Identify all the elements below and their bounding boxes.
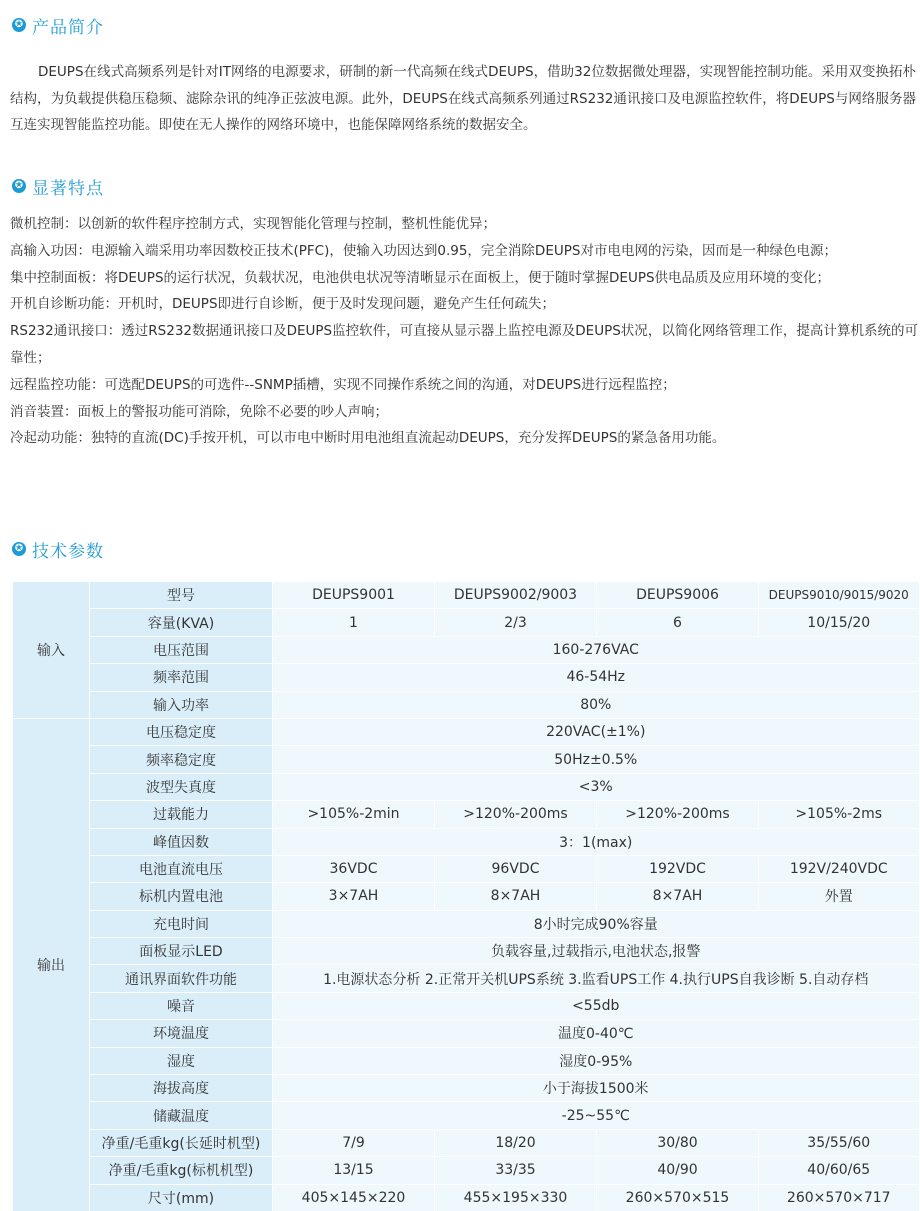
param-label: 尺寸(mm) (90, 1184, 273, 1211)
param-value: 1 (273, 609, 435, 636)
param-value: 80% (273, 691, 919, 718)
spec-row (13, 1047, 919, 1074)
spec-row (13, 855, 919, 882)
star-icon: ✪ (12, 179, 26, 193)
param-label: 充电时间 (90, 910, 273, 937)
param-value: 260×570×717 (759, 1184, 919, 1211)
spec-row (13, 992, 919, 1019)
spec-row (13, 965, 919, 992)
param-value: 160-276VAC (273, 636, 919, 663)
param-value: DEUPS9001 (273, 582, 435, 609)
param-value: 36VDC (273, 855, 435, 882)
spec-row (13, 582, 919, 609)
param-value: 220VAC(±1%) (273, 718, 919, 745)
param-value: 负载容量,过载指示,电池状态,报警 (273, 938, 919, 965)
param-value: DEUPS9002/9003 (435, 582, 597, 609)
feature-item: 冷起动功能：独特的直流(DC)手按开机，可以市电中断时用电池组直流起动DEUPS，充分发挥DEUPS的紧急备用功能。 (10, 430, 726, 447)
group-label-input: 输入 (13, 582, 90, 719)
param-value: 外置 (759, 883, 919, 910)
param-value: 6 (597, 609, 759, 636)
param-value: 33/35 (435, 1157, 597, 1184)
spec-row (13, 636, 919, 663)
param-value: 30/80 (597, 1129, 759, 1156)
param-value: >105%-2min (273, 801, 435, 828)
param-value: 10/15/20 (759, 609, 919, 636)
spec-row (13, 883, 919, 910)
feature-item: 微机控制：以创新的软件程序控制方式，实现智能化管理与控制，整机性能优异； (10, 216, 496, 232)
spec-row (13, 1075, 919, 1102)
star-icon: ✪ (12, 542, 26, 556)
param-label: 容量(KVA) (90, 609, 273, 636)
feature-item: 开机自诊断功能：开机时，DEUPS即进行自诊断，便于及时发现问题，避免产生任何疏失； (10, 296, 556, 313)
param-value: 50Hz±0.5% (273, 746, 919, 773)
group-label-output: 输出 (13, 718, 90, 1211)
feature-item: 集中控制面板：将DEUPS的运行状况，负载状况，电池供电状况等清晰显示在面板上，便于随时掌握DEUPS供电品质及应用环境的变化； (10, 269, 831, 286)
section-heading-specs (12, 536, 104, 562)
param-value: <55db (273, 992, 919, 1019)
param-value: <3% (273, 773, 919, 800)
spec-table (12, 581, 919, 1211)
section-heading-intro (12, 12, 104, 38)
param-value: >105%-2ms (759, 801, 919, 828)
param-value: 8×7AH (597, 883, 759, 910)
param-label: 面板显示LED (90, 938, 273, 965)
param-value: 40/90 (597, 1157, 759, 1184)
param-value: >120%-200ms (435, 801, 597, 828)
param-value: 8×7AH (435, 883, 597, 910)
spec-row (13, 664, 919, 691)
feature-item: 消音装置：面板上的警报功能可消除，免除不必要的吵人声响； (10, 403, 388, 420)
param-value: DEUPS9010/9015/9020 (759, 582, 919, 609)
spec-row (13, 910, 919, 937)
feature-item: 高输入功因：电源输入端采用功率因数校正技术(PFC)，使输入功因达到0.95，完全消除DEUPS对市电电网的污染，因而是一种绿色电源； (10, 242, 837, 259)
param-value: 7/9 (273, 1129, 435, 1156)
spec-row (13, 746, 919, 773)
param-label: 标机内置电池 (90, 883, 273, 910)
section-title: 产品简介 (32, 17, 104, 38)
param-label: 输入功率 (90, 691, 273, 718)
spec-row (13, 1102, 919, 1129)
param-label: 电压范围 (90, 636, 273, 663)
param-label: 净重/毛重kg(标机机型) (90, 1157, 273, 1184)
param-value: 96VDC (435, 855, 597, 882)
param-value: 小于海拔1500米 (273, 1075, 919, 1102)
section-title: 显著特点 (32, 178, 104, 199)
param-label: 过载能力 (90, 801, 273, 828)
param-label: 频率稳定度 (90, 746, 273, 773)
feature-item: 远程监控功能：可选配DEUPS的可选件--SNMP插槽，实现不同操作系统之间的沟通，对DEUPS进行远程监控； (10, 376, 676, 393)
param-label: 型号 (90, 582, 273, 609)
spec-row (13, 828, 919, 855)
param-value: 湿度0-95% (273, 1047, 919, 1074)
spec-row (13, 938, 919, 965)
param-value: 温度0-40℃ (273, 1020, 919, 1047)
param-value: 192V/240VDC (759, 855, 919, 882)
param-label: 频率范围 (90, 664, 273, 691)
spec-row (13, 718, 919, 745)
spec-row (13, 1184, 919, 1211)
param-value: >120%-200ms (597, 801, 759, 828)
param-value: DEUPS9006 (597, 582, 759, 609)
param-value: 40/60/65 (759, 1157, 919, 1184)
intro-paragraph: DEUPS在线式高频系列是针对IT网络的电源要求，研制的新一代高频在线式DEUPS，借助32位数据微处理器，实现智能控制功能。采用双变换拓朴结构，为负载提供稳压稳频、滤除杂讯的纯净正弦波电源。此外，DEUPS在线式高频系列通过RS232通讯接口及电源监控软件，将DEUPS与网络服务器互连实现智能监控功能。即使在无人操作的网络环境中，也能保障网络系统的数据安全。 (10, 64, 916, 133)
param-value: 405×145×220 (273, 1184, 435, 1211)
param-value: 13/15 (273, 1157, 435, 1184)
param-value: 3：1(max) (273, 828, 919, 855)
param-label: 电池直流电压 (90, 855, 273, 882)
section-heading-features (12, 173, 104, 199)
param-label: 环境温度 (90, 1020, 273, 1047)
param-label: 峰值因数 (90, 828, 273, 855)
param-label: 噪音 (90, 992, 273, 1019)
param-value: 46-54Hz (273, 664, 919, 691)
param-value: 260×570×515 (597, 1184, 759, 1211)
spec-row (13, 773, 919, 800)
param-value: 3×7AH (273, 883, 435, 910)
param-value: 8小时完成90%容量 (273, 910, 919, 937)
section-title: 技术参数 (32, 541, 104, 562)
param-value: 18/20 (435, 1129, 597, 1156)
param-label: 净重/毛重kg(长延时机型) (90, 1129, 273, 1156)
spec-row (13, 801, 919, 828)
param-value: -25~55℃ (273, 1102, 919, 1129)
param-label: 海拔高度 (90, 1075, 273, 1102)
param-value: 35/55/60 (759, 1129, 919, 1156)
spec-row (13, 1129, 919, 1156)
feature-list (10, 211, 918, 452)
param-value: 455×195×330 (435, 1184, 597, 1211)
param-value: 1.电源状态分析 2.正常开关机UPS系统 3.监看UPS工作 4.执行UPS自我诊断 5.自动存档 (273, 965, 919, 992)
spec-row (13, 691, 919, 718)
star-icon: ✪ (12, 18, 26, 32)
feature-item: RS232通讯接口：透过RS232数据通讯接口及DEUPS监控软件，可直接从显示器上监控电源及DEUPS状况，以简化网络管理工作，提高计算机系统的可靠性； (10, 323, 918, 366)
param-value: 2/3 (435, 609, 597, 636)
spec-row (13, 609, 919, 636)
param-label: 湿度 (90, 1047, 273, 1074)
param-label: 电压稳定度 (90, 718, 273, 745)
param-label: 储藏温度 (90, 1102, 273, 1129)
spec-row (13, 1020, 919, 1047)
spec-row (13, 1157, 919, 1184)
param-value: 192VDC (597, 855, 759, 882)
param-label: 通讯界面软件功能 (90, 965, 273, 992)
param-label: 波型失真度 (90, 773, 273, 800)
